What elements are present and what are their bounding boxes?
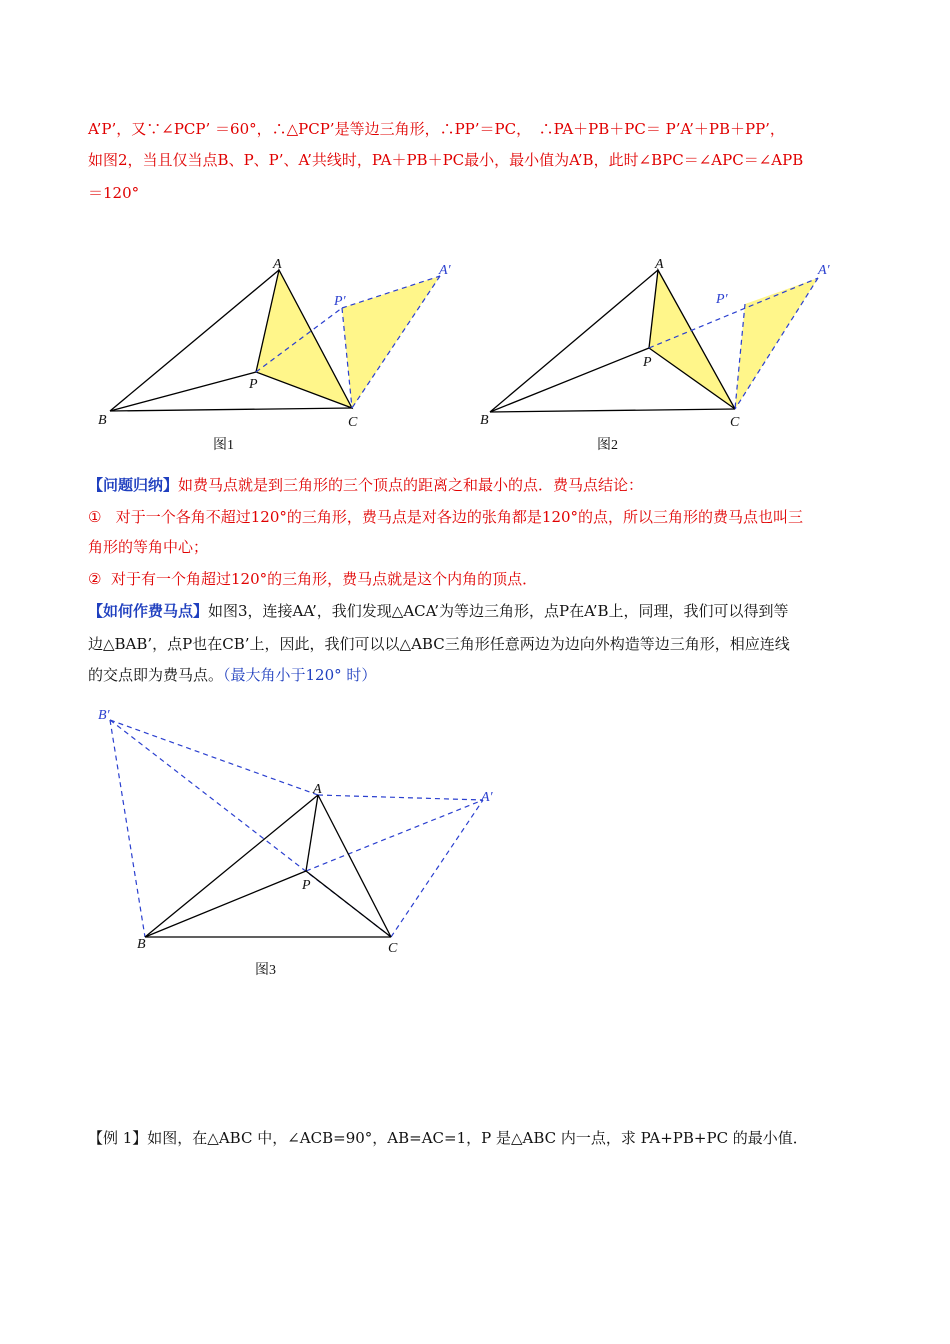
fig3-line-aa2 xyxy=(318,795,483,800)
fig2-triangle-p2a2c xyxy=(735,278,818,409)
proof-line-3: ＝120° xyxy=(88,184,140,202)
howto-text-3: 的交点即为费马点。 xyxy=(88,666,224,684)
item-1-number: ① xyxy=(88,508,102,526)
fig2-label-a2: A′ xyxy=(818,263,830,278)
fig3-line-ca2 xyxy=(391,800,483,937)
fig1-label-p: P xyxy=(249,377,258,392)
figure-1 xyxy=(90,250,460,440)
fig1-triangle-apc xyxy=(256,270,352,408)
fig1-line-bc xyxy=(110,408,352,411)
fig2-triangle-apc xyxy=(649,270,735,409)
fig2-line-ab xyxy=(490,270,658,412)
howto-note: （最大角小于120° 时） xyxy=(223,666,377,684)
fig2-label-p2: P′ xyxy=(716,292,728,307)
fig1-label-c: C xyxy=(348,415,358,430)
fig1-label-b: B xyxy=(98,413,107,428)
fig3-caption: 图3 xyxy=(255,963,276,978)
fig3-line-pb xyxy=(145,871,306,937)
fig3-line-pc xyxy=(306,871,391,937)
fig3-label-p: P xyxy=(302,878,311,893)
figure-2 xyxy=(470,250,840,440)
howto-title: 【如何作费马点】 xyxy=(88,602,209,620)
fig2-label-p: P xyxy=(643,355,652,370)
howto-line-2: 边△BAB’，点P也在CB’上，因此，我们可以以△ABC三角形任意两边为边向外构造等边三角形，相应连线 xyxy=(88,635,790,653)
fig3-label-a2: A′ xyxy=(481,790,493,805)
summary-title: 【问题归纳】 xyxy=(88,476,179,494)
howto-line-1 xyxy=(88,596,878,627)
item-1-text: 对于一个各角不超过120°的三角形，费马点是对各边的张角都是120°的点，所以三角形的费马点也叫三 xyxy=(115,508,804,526)
item-1-line-2: 角形的等角中心； xyxy=(88,538,209,556)
fig2-label-a: A xyxy=(655,257,664,272)
example-1: 【例 1】如图，在△ABC 中，∠ACB=90°，AB=AC=1，P 是△ABC 内一点，求 PA+PB+PC 的最小值． xyxy=(88,1129,808,1147)
summary-line xyxy=(88,470,878,501)
figure-3 xyxy=(90,700,510,960)
fig1-triangle-p2a2c xyxy=(342,276,440,408)
proof-line-1: A’P’，又∵∠PCP’ ＝60°，∴△PCP’是等边三角形，∴PP’＝PC， ∴PA＋PB＋PC＝ P’A’＋PB＋PP’， xyxy=(88,120,785,138)
fig3-label-b: B xyxy=(137,937,146,952)
fig3-line-b2a xyxy=(110,720,318,795)
item-2-number: ② xyxy=(88,570,102,588)
fig1-line-bp xyxy=(110,372,256,411)
fig2-line-bp xyxy=(490,348,649,412)
fig2-line-bc xyxy=(490,409,735,412)
fig3-line-pa2 xyxy=(306,800,483,871)
fig3-line-ac xyxy=(318,795,391,937)
proof-line-2: 如图2，当且仅当点B、P、P’、A’共线时，PA＋PB＋PC最小，最小值为A’B，此时∠BPC＝∠APC＝∠APB xyxy=(88,151,804,169)
howto-text-1: 如图3，连接AA’，我们发现△ACA’为等边三角形，点P在A’B上，同理，我们可以得到等 xyxy=(208,602,789,620)
fig1-label-a: A xyxy=(273,257,282,272)
fig3-label-b2: B′ xyxy=(98,708,110,723)
fig3-label-a: A xyxy=(313,782,322,797)
fig1-caption: 图1 xyxy=(213,438,234,453)
item-2-line xyxy=(88,564,878,595)
fig3-label-c: C xyxy=(388,941,398,956)
fig3-line-pa xyxy=(306,795,318,871)
fig2-label-b: B xyxy=(480,413,489,428)
howto-line-3 xyxy=(88,660,878,691)
fig1-label-a2: A′ xyxy=(439,263,451,278)
fig2-label-c: C xyxy=(730,415,740,430)
summary-text: 如费马点就是到三角形的三个顶点的距离之和最小的点．费马点结论： xyxy=(178,476,644,494)
item-1-line xyxy=(88,502,878,533)
item-2-text: 对于有一个角超过120°的三角形，费马点就是这个内角的顶点． xyxy=(111,570,538,588)
fig1-label-p2: P′ xyxy=(334,294,346,309)
fig3-line-ab xyxy=(145,795,318,937)
fig3-line-b2b xyxy=(110,720,145,937)
fig2-caption: 图2 xyxy=(597,438,618,453)
